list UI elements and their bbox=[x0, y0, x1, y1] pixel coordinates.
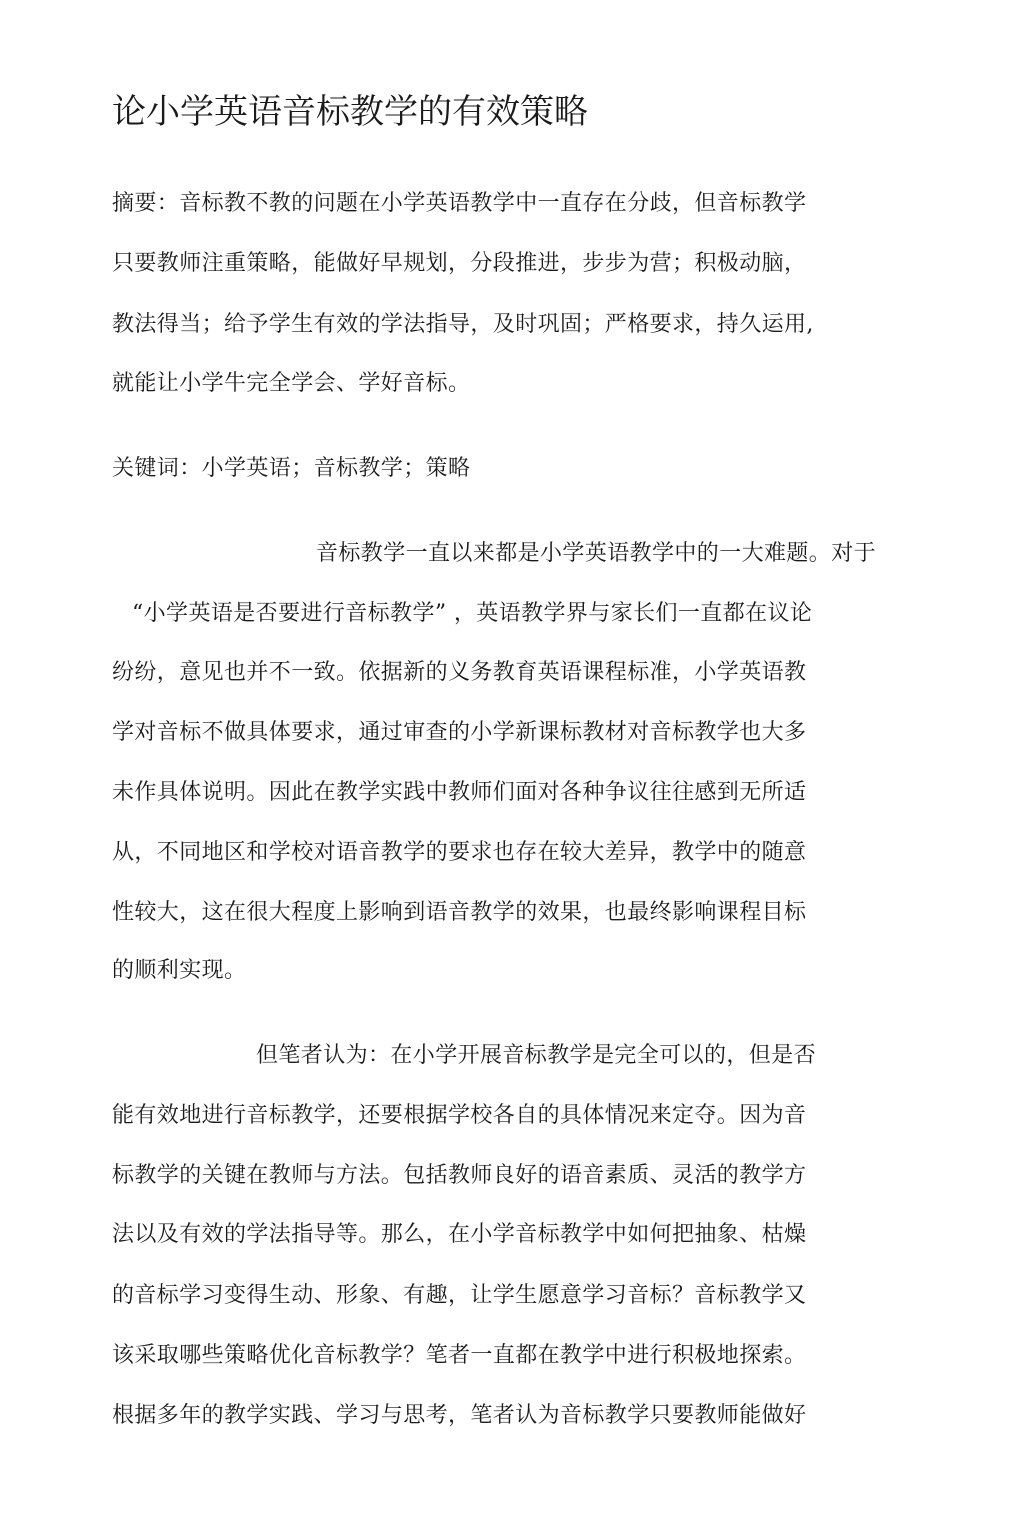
paragraph-line: 但笔者认为：在小学开展音标教学是完全可以的，但是否 bbox=[256, 1043, 817, 1068]
paragraph-line: 纷纷，意见也并不一致。依据新的义务教育英语课程标准，小学英语教 bbox=[112, 660, 807, 685]
document-title: 论小学英语音标教学的有效策略 bbox=[112, 92, 588, 132]
paragraph-line: 性较大，这在很大程度上影响到语音教学的效果，也最终影响课程目标 bbox=[112, 900, 807, 925]
abstract-line: 只要教师注重策略，能做好早规划，分段推进，步步为营；积极动脑， bbox=[112, 251, 807, 276]
paragraph-line: “小学英语是否要进行音标教学” ，英语教学界与家长们一直都在议论 bbox=[132, 601, 813, 626]
paragraph-line: 未作具体说明。因此在教学实践中教师们面对各种争议往往感到无所适 bbox=[112, 780, 807, 805]
paragraph-line: 的顺利实现。 bbox=[112, 958, 247, 983]
paragraph-line: 的音标学习变得生动、形象、有趣，让学生愿意学习音标？音标教学又 bbox=[112, 1283, 807, 1308]
paragraph-line: 从，不同地区和学校对语音教学的要求也存在较大差异，教学中的随意 bbox=[112, 840, 807, 865]
abstract-line: 摘要：音标教不教的问题在小学英语教学中一直存在分歧，但音标教学 bbox=[112, 191, 807, 216]
paragraph-line: 标教学的关键在教师与方法。包括教师良好的语音素质、灵活的教学方 bbox=[112, 1163, 807, 1188]
paragraph-line: 该采取哪些策略优化音标教学？笔者一直都在教学中进行积极地探索。 bbox=[112, 1343, 807, 1368]
abstract-line: 就能让小学牛完全学会、学好音标。 bbox=[112, 371, 471, 396]
keywords-line: 关键词：小学英语；音标教学；策略 bbox=[112, 456, 471, 481]
abstract-line: 教法得当；给予学生有效的学法指导，及时巩固；严格要求，持久运用, bbox=[112, 312, 814, 337]
paragraph-line: 学对音标不做具体要求，通过审查的小学新课标教材对音标教学也大多 bbox=[112, 720, 807, 745]
paragraph-line: 法以及有效的学法指导等。那么，在小学音标教学中如何把抽象、枯燥 bbox=[112, 1222, 807, 1247]
paragraph-line: 能有效地进行音标教学，还要根据学校各自的具体情况来定夺。因为音 bbox=[112, 1103, 807, 1128]
paragraph-line: 根据多年的教学实践、学习与思考，笔者认为音标教学只要教师能做好 bbox=[112, 1403, 807, 1428]
paragraph-line: 音标教学一直以来都是小学英语教学中的一大难题。对于 bbox=[316, 541, 877, 566]
